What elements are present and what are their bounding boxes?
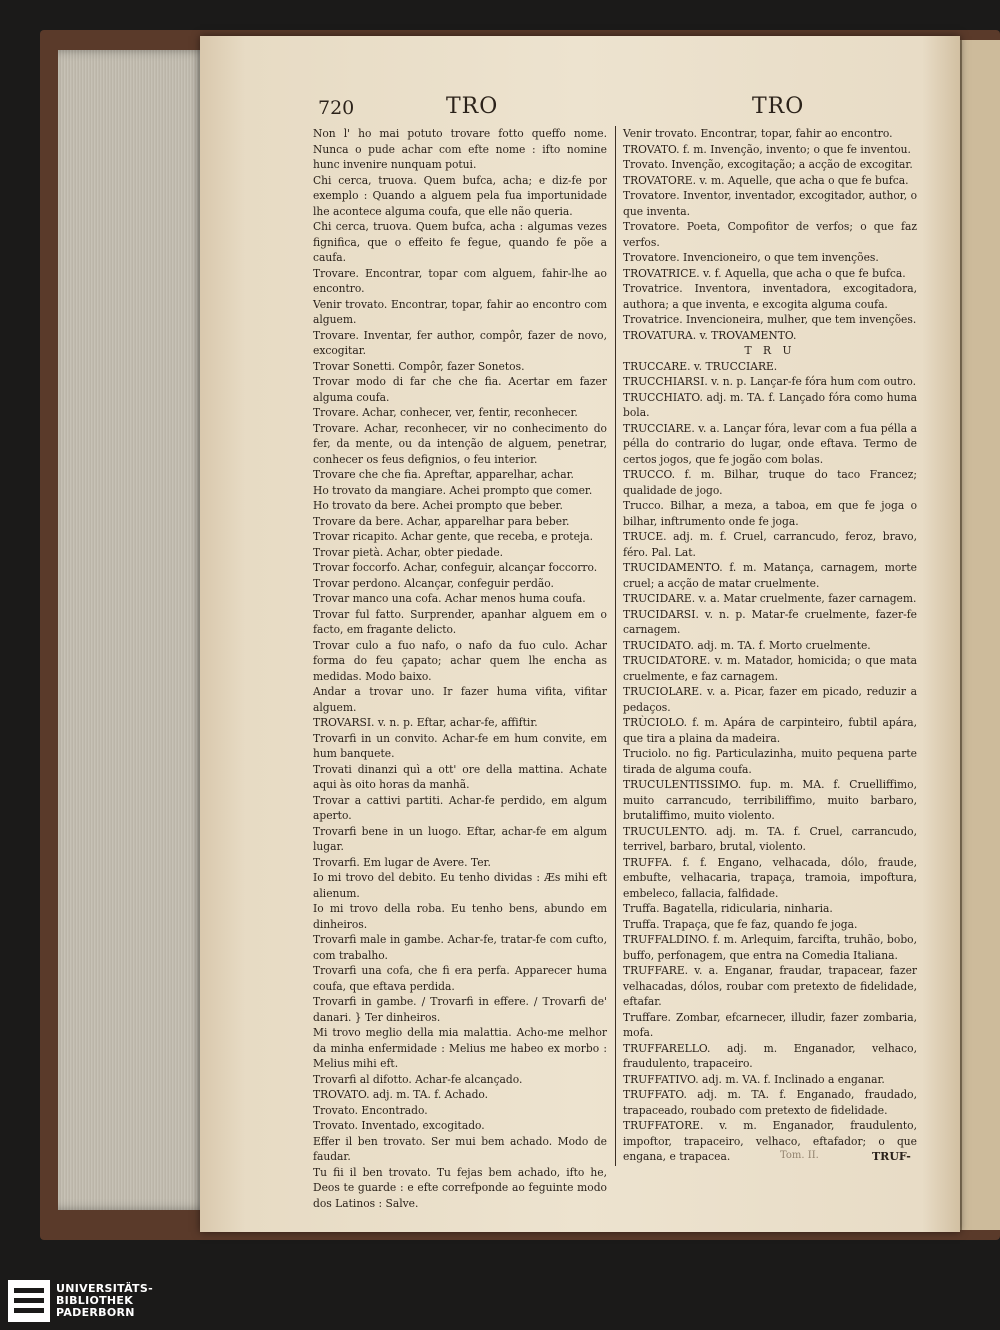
dictionary-entry: TRUFFARE. v. a. Enganar, fraudar, trapacear, fazer velhacadas, dólos, roubar com pretexto de fidelidade, eftafar. bbox=[623, 964, 917, 1008]
dictionary-entry: Effer il ben trovato. Ser mui bem achado. Modo de faudar. bbox=[313, 1134, 607, 1163]
dictionary-entry: TRUCIDARE. v. a. Matar cruelmente, fazer carnagem. bbox=[623, 592, 917, 605]
page-number: 720 bbox=[318, 97, 355, 119]
library-line-1: UNIVERSITÄTS- bbox=[56, 1282, 153, 1295]
dictionary-entry: Truffa. Bagatella, ridicularia, ninharia. bbox=[623, 902, 833, 915]
left-headword: TRO bbox=[446, 94, 499, 119]
dictionary-entry: Trovarfi bene in un luogo. Eftar, achar-fe em algum lugar. bbox=[313, 824, 607, 853]
dictionary-entry: Trovar culo a fuo nafo, o nafo da fuo culo. Achar forma do feu çapato; achar quem lhe encha as medidas. Modo baixo. bbox=[313, 638, 607, 683]
dictionary-entry: TROVATO. f. m. Invenção, invento; o que fe inventou. bbox=[623, 142, 911, 156]
dictionary-entry: TRUCULENTISSIMO. fup. m. MA. f. Cruelliffimo, muito carrancudo, terribiliffimo, muito barbaro, brutaliffimo, muito violento. bbox=[623, 778, 917, 822]
dictionary-entry: TRÙCIOLO. f. m. Apára de carpinteiro, fubtil apára, que tira a plaina da madeira. bbox=[623, 716, 917, 745]
dictionary-entry: TRUCIDATORE. v. m. Matador, homicida; o que mata cruelmente, e faz carnagem. bbox=[623, 654, 917, 683]
dictionary-entry: TRUCULENTO. adj. m. TA. f. Cruel, carrancudo, terrivel, barbaro, brutal, violento. bbox=[623, 824, 917, 853]
dictionary-entry: Trovar manco una cofa. Achar menos huma coufa. bbox=[313, 592, 586, 605]
dictionary-entry: Mi trovo meglio della mia malattia. Acho-me melhor da minha enfermidade : Melius me habeo ex morbo : Melius mihi eft. bbox=[313, 1026, 607, 1070]
dictionary-entry: Trovato. Inventado, excogitado. bbox=[313, 1119, 485, 1132]
dictionary-entry: Trovare. Inventar, fer author, compôr, fazer de novo, excogitar. bbox=[313, 328, 607, 357]
dictionary-entry: Andar a trovar uno. Ir fazer huma vifita, vifitar alguem. bbox=[313, 685, 607, 714]
dictionary-entry: Trovare. Encontrar, topar com alguem, fahir-lhe ao encontro. bbox=[313, 266, 607, 295]
dictionary-entry: Trovatore. Invencioneiro, o que tem invenções. bbox=[623, 251, 879, 264]
dictionary-entry: TROVATURA. v. TROVAMENTO. bbox=[623, 328, 797, 342]
dictionary-entry: Trovar perdono. Alcançar, confeguir perdão. bbox=[313, 576, 554, 590]
dictionary-entry: Trovar Sonetti. Compôr, fazer Sonetos. bbox=[313, 359, 525, 373]
column-divider bbox=[615, 126, 616, 1166]
dictionary-entry: Trovatrice. Inventora, inventadora, excogitadora, authora; a que inventa, e excogita alguma coufa. bbox=[623, 282, 917, 311]
dictionary-entry: TRUCCIARE. v. a. Lançar fóra, levar com a fua pélla a pélla do contrario do lugar, onde eftava. Termo de certos jogos, que fe jogão com bolas. bbox=[623, 421, 917, 466]
dictionary-entry: Truciolo. no fig. Particulazinha, muito pequena parte tirada de alguma coufa. bbox=[623, 747, 917, 776]
dictionary-entry: TROVARSI. v. n. p. Eftar, achar-fe, affiftir. bbox=[313, 716, 538, 729]
library-line-3: PADERBORN bbox=[56, 1306, 135, 1319]
dictionary-entry: Non l' ho mai potuto trovare fotto queffo nome. Nunca o pude achar com efte nome : ifto nomine hunc invenire nunquam potui. bbox=[313, 127, 607, 171]
dictionary-entry: Trovatrice. Invencioneira, mulher, que tem invenções. bbox=[623, 313, 917, 326]
dictionary-entry: TROVATRICE. v. f. Aquella, que acha o que fe bufca. bbox=[623, 266, 906, 280]
dictionary-entry: Trovarfi al difotto. Achar-fe alcançado. bbox=[313, 1072, 523, 1086]
dictionary-entry: TRUFFATIVO. adj. m. VA. f. Inclinado a enganar. bbox=[623, 1072, 885, 1086]
dictionary-entry: Truffa. Trapaça, que fe faz, quando fe joga. bbox=[623, 917, 858, 931]
dictionary-entry: Trovare che che fia. Apreftar, apparelhar, achar. bbox=[313, 468, 574, 481]
dictionary-entry: Trovatore. Poeta, Compofitor de verfos; o que faz verfos. bbox=[623, 220, 917, 249]
dictionary-entry: TRUFFATO. adj. m. TA. f. Enganado, fraudado, trapaceado, roubado com pretexto de fidelidade. bbox=[623, 1088, 917, 1117]
dictionary-entry: TRUCIDARSI. v. n. p. Matar-fe cruelmente, fazer-fe carnagem. bbox=[623, 607, 917, 636]
right-headword: TRO bbox=[752, 94, 805, 119]
catchword: TRUF- bbox=[872, 1150, 911, 1163]
dictionary-entry: TRUFFATORE. v. m. Enganador, fraudulento, impoftor, trapaceiro, velhaco, eftafador; o que engana, e trapacea. bbox=[623, 1119, 917, 1163]
dictionary-entry: TRUFFALDINO. f. m. Arlequim, farcifta, truhão, bobo, buffo, perfonagem, que entra na Comedia Italiana. bbox=[623, 933, 917, 962]
dictionary-entry: T R U bbox=[744, 344, 796, 357]
dictionary-entry: Trovar modo di far che che fia. Acertar em fazer alguma coufa. bbox=[313, 375, 607, 404]
dictionary-entry: Io mi trovo della roba. Eu tenho bens, abundo em dinheiros. bbox=[313, 902, 607, 931]
dictionary-entry: Trovatore. Inventor, inventador, excogitador, author, o que inventa. bbox=[623, 189, 917, 218]
dictionary-entry: Venir trovato. Encontrar, topar, fahir ao encontro com alguem. bbox=[313, 297, 607, 326]
dictionary-entry: Trovare da bere. Achar, apparelhar para beber. bbox=[313, 514, 570, 528]
dictionary-entry: TRUCCHIATO. adj. m. TA. f. Lançado fóra como huma bola. bbox=[623, 390, 917, 419]
dictionary-entry: TRUCIDAMENTO. f. m. Matança, carnagem, morte cruel; a acção de matar cruelmente. bbox=[623, 561, 917, 590]
library-logo-text bbox=[56, 1283, 153, 1319]
dictionary-entry: TRUFFARELLO. adj. m. Enganador, velhaco, fraudulento, trapaceiro. bbox=[623, 1041, 917, 1070]
library-line-2: BIBLIOTHEK bbox=[56, 1294, 134, 1307]
dictionary-entry: Trovati dinanzi quì a ott' ore della mattina. Achate aqui às oito horas da manhã. bbox=[313, 762, 607, 791]
dictionary-entry: Chi cerca, truova. Quem bufca, acha : algumas vezes fignifica, que o effeito fe fegue, quando fe põe a caufa. bbox=[313, 220, 607, 264]
dictionary-entry: TRUCIDATO. adj. m. TA. f. Morto cruelmente. bbox=[623, 638, 871, 652]
signature-mark: Tom. II. bbox=[780, 1150, 819, 1161]
dictionary-entry: Ho trovato da bere. Achei prompto que beber. bbox=[313, 499, 563, 512]
dictionary-entry: Trovato. Invenção, excogitação; a acção de excogitar. bbox=[623, 158, 913, 171]
dictionary-entry: TROVATO. adj. m. TA. f. Achado. bbox=[313, 1088, 489, 1101]
dictionary-entry: Trovare. Achar, reconhecer, vir no conhecimento do fer, da mente, ou da intenção de alguem, penetrar, conhecer os feus defignios, o feu interior. bbox=[313, 421, 607, 466]
dictionary-entry: Trovarfi in gambe. / Trovarfi in effere. / Trovarfi de' danari. } Ter dinheiros. bbox=[313, 995, 607, 1024]
dictionary-entry: Trovato. Encontrado. bbox=[313, 1103, 428, 1117]
page-edges bbox=[58, 50, 208, 1210]
facing-page-edge bbox=[960, 40, 1000, 1230]
dictionary-entry: Tu fii il ben trovato. Tu fejas bem achado, ifto he, Deos te guarde : e efte correfponde ao feguinte modo dos Latinos : Salve. bbox=[313, 1165, 607, 1210]
dictionary-entry: TRUCCHIARSI. v. n. p. Lançar-fe fóra hum com outro. bbox=[623, 375, 917, 388]
dictionary-entry: Trovare. Achar, conhecer, ver, fentir, reconhecer. bbox=[313, 406, 578, 419]
dictionary-entry: Trovar pietà. Achar, obter piedade. bbox=[313, 545, 504, 559]
library-logo-icon bbox=[8, 1280, 50, 1322]
dictionary-entry: Trovar ricapito. Achar gente, que receba, e proteja. bbox=[313, 530, 594, 543]
dictionary-entry: Ho trovato da mangiare. Achei prompto que comer. bbox=[313, 483, 593, 497]
left-column bbox=[313, 126, 607, 1211]
dictionary-entry: TRUCIOLARE. v. a. Picar, fazer em picado, reduzir a pedaços. bbox=[623, 685, 917, 714]
dictionary-entry: Trovarfi una cofa, che fi era perfa. Apparecer huma coufa, que eftava perdida. bbox=[313, 964, 607, 993]
dictionary-entry: TRUCE. adj. m. f. Cruel, carrancudo, feroz, bravo, féro. Pal. Lat. bbox=[623, 530, 917, 559]
dictionary-entry: Chi cerca, truova. Quem bufca, acha; e diz-fe por exemplo : Quando a alguem pela fua importunidade lhe acontece alguma coufa, que elle não queria. bbox=[313, 173, 607, 218]
dictionary-entry: Trovarfi. Em lugar de Avere. Ter. bbox=[313, 855, 491, 869]
dictionary-entry: Trovar a cattivi partiti. Achar-fe perdido, em algum aperto. bbox=[313, 793, 607, 822]
dictionary-entry: Trovarfi male in gambe. Achar-fe, tratar-fe com cufto, com trabalho. bbox=[313, 933, 607, 962]
dictionary-entry: Trovar foccorfo. Achar, confeguir, alcançar foccorro. bbox=[313, 561, 598, 574]
dictionary-entry: Venir trovato. Encontrar, topar, fahir ao encontro. bbox=[623, 127, 893, 140]
dictionary-entry: Trovarfi in un convito. Achar-fe em hum convite, em hum banquete. bbox=[313, 731, 607, 760]
dictionary-entry: Truffare. Zombar, efcarnecer, illudir, fazer zombaria, mofa. bbox=[623, 1010, 917, 1039]
dictionary-entry: Trovar ful fatto. Surprender, apanhar alguem em o facto, em fragante delicto. bbox=[313, 607, 607, 636]
dictionary-entry: Trucco. Bilhar, a meza, a taboa, em que fe joga o bilhar, inftrumento onde fe joga. bbox=[623, 499, 917, 528]
dictionary-entry: TROVATORE. v. m. Aquelle, que acha o que fe bufca. bbox=[623, 173, 909, 187]
dictionary-entry: TRUCCARE. v. TRUCCIARE. bbox=[623, 359, 778, 373]
dictionary-entry: TRUFFA. f. f. Engano, velhacada, dólo, fraude, embufte, velhacaria, trapaça, tramoia, impoftura, embeleco, fallacia, falfidade. bbox=[623, 855, 917, 900]
dictionary-entry: TRUCCO. f. m. Bilhar, truque do taco Francez; qualidade de jogo. bbox=[623, 468, 917, 497]
right-column bbox=[623, 126, 917, 1165]
dictionary-entry: Io mi trovo del debito. Eu tenho dividas : Æs mihi eft alienum. bbox=[313, 871, 607, 900]
